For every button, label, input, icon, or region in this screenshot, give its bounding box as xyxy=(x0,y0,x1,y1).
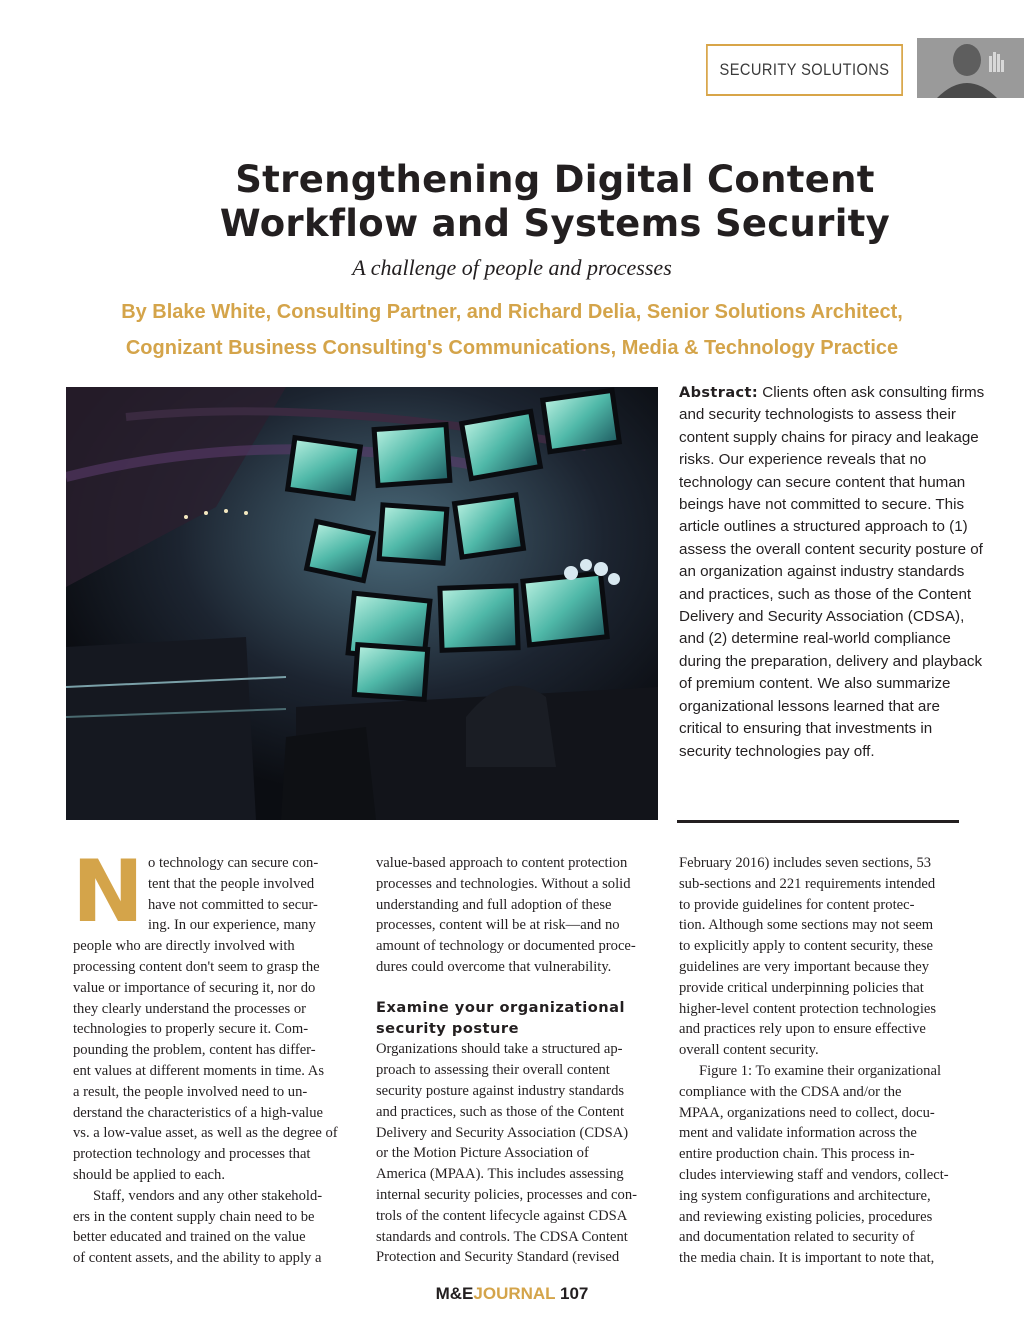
body-line: have not committed to secur- xyxy=(148,896,318,913)
body-line: protection technology and processes that xyxy=(73,1146,311,1163)
abstract xyxy=(679,382,985,763)
body-line: better educated and trained on the value xyxy=(73,1229,306,1246)
body-line: Organizations should take a structured ap- xyxy=(376,1041,623,1058)
page-footer xyxy=(0,1284,1024,1304)
body-line: or the Motion Picture Association of xyxy=(376,1145,589,1162)
body-line: compliance with the CDSA and/or the xyxy=(679,1083,902,1100)
body-line: understanding and full adoption of these xyxy=(376,896,612,913)
body-line: value or importance of securing it, nor do xyxy=(73,979,316,996)
body-line: sub-sections and 221 requirements intended xyxy=(679,875,936,892)
article-title-line-1: Strengthening Digital Content xyxy=(235,158,875,201)
body-line: ing. In our experience, many xyxy=(148,917,316,934)
body-line: tion. Although some sections may not seem xyxy=(679,917,934,934)
body-line: MPAA, organizations need to collect, docu- xyxy=(679,1104,935,1121)
section-tag-photo xyxy=(917,38,1024,98)
footer-brand: M&E xyxy=(435,1284,474,1303)
body-line: trols of the content lifecycle against CDSA xyxy=(376,1207,628,1224)
section-tag: SECURITY SOLUTIONS xyxy=(706,44,903,96)
section-heading-line-2: security posture xyxy=(376,1019,520,1037)
body-line: Protection and Security Standard (revised xyxy=(376,1249,620,1266)
body-line: of content assets, and the ability to apply a xyxy=(73,1250,322,1267)
drop-cap: N xyxy=(72,842,144,942)
body-column-2 xyxy=(376,853,654,1268)
byline-line-1: By Blake White, Consulting Partner, and Richard Delia, Senior Solutions Architect, xyxy=(121,301,903,323)
body-line: higher-level content protection technologies xyxy=(679,1000,937,1017)
body-line: derstand the characteristics of a high-value xyxy=(73,1104,324,1121)
section-heading xyxy=(376,998,654,1040)
body-line: proach to assessing their overall content xyxy=(376,1062,610,1079)
body-line: internal security policies, processes and con- xyxy=(376,1186,637,1203)
byline-line-2: Cognizant Business Consulting's Communications, Media & Technology Practice xyxy=(125,337,899,359)
body-line: security posture against industry standards xyxy=(376,1082,625,1099)
body-line: provide critical underpinning policies that xyxy=(679,979,924,996)
body-line: o technology can secure con- xyxy=(148,855,319,871)
body-line: tent that the people involved xyxy=(148,875,315,892)
body-line: pounding the problem, content has differ- xyxy=(73,1042,316,1059)
body-line: and practices rely upon to ensure effective xyxy=(679,1021,926,1038)
body-line: America (MPAA). This includes assessing xyxy=(376,1166,624,1183)
abstract-divider xyxy=(677,820,959,823)
body-line: amount of technology or documented proce- xyxy=(376,938,636,955)
body-line: February 2016) includes seven sections, 53 xyxy=(679,855,932,871)
body-line: processes and technologies. Without a solid xyxy=(376,875,631,892)
body-column-1 xyxy=(72,842,341,1269)
abstract-text: Clients often ask consulting firms and security technologists to assess their content supply chains for piracy and leakage risks. Our experience reveals that no technology can secure content that human beings have not committed to secure. This article outlines a structured approach to (1) assess the overall content security posture of an organization against industry standards and practices, such as those of the Content Delivery and Security Association (CDSA), and (2) determine real-world compliance during the preparation, delivery and playback of premium content. We also summarize organizational lessons learned that are critical to ensuring that investments in security technologies pay off. xyxy=(679,384,985,760)
body-line: to provide guidelines for content protec- xyxy=(679,896,915,913)
body-line: and documentation related to security of xyxy=(679,1229,915,1246)
body-line: Staff, vendors and any other stakehold- xyxy=(93,1187,323,1204)
body-line: overall content security. xyxy=(679,1042,819,1059)
body-line: the media chain. It is important to note that, xyxy=(679,1250,935,1267)
body-line: ing system configurations and architecture, xyxy=(679,1187,931,1204)
footer-journal: JOURNAL xyxy=(473,1284,556,1303)
body-line: processing content don't seem to grasp the xyxy=(73,958,320,975)
body-line: Figure 1: To examine their organizational xyxy=(699,1062,942,1079)
body-line: people who are directly involved with xyxy=(73,938,295,955)
body-line: vs. a low-value asset, as well as the degree of xyxy=(73,1125,338,1142)
body-line: ers in the content supply chain need to be xyxy=(73,1208,315,1225)
body-line: and practices, such as those of the Content xyxy=(376,1103,625,1120)
body-line: ment and validate information across the xyxy=(679,1125,917,1142)
body-line: value-based approach to content protection xyxy=(376,855,628,871)
body-line: a result, the people involved need to un- xyxy=(73,1083,308,1100)
body-line: they clearly understand the processes or xyxy=(73,1000,307,1017)
hero-illustration xyxy=(66,387,658,820)
body-line: processes, content will be at risk—and no xyxy=(376,917,620,934)
body-line: entire production chain. This process in- xyxy=(679,1146,915,1163)
body-line: should be applied to each. xyxy=(73,1166,225,1183)
body-line: guidelines are very important because they xyxy=(679,958,930,975)
page-number: 107 xyxy=(560,1284,589,1303)
body-line: dures could overcome that vulnerability. xyxy=(376,958,612,975)
article-title-line-2: Workflow and Systems Security xyxy=(219,202,891,245)
body-column-3 xyxy=(679,853,964,1269)
body-line: ent values at different moments in time. As xyxy=(73,1062,325,1079)
body-line: to explicitly apply to content security, these xyxy=(679,938,933,955)
section-heading-line-1: Examine your organizational xyxy=(376,998,626,1016)
body-line: technologies to properly secure it. Com- xyxy=(73,1021,309,1038)
article-subtitle: A challenge of people and processes xyxy=(352,255,672,280)
body-line: Delivery and Security Association (CDSA) xyxy=(376,1124,629,1141)
abstract-label: Abstract: xyxy=(679,385,759,401)
body-line: and reviewing existing policies, procedures xyxy=(679,1208,933,1225)
body-line: cludes interviewing staff and vendors, collect- xyxy=(679,1166,949,1183)
body-line: standards and controls. The CDSA Content xyxy=(376,1228,628,1245)
